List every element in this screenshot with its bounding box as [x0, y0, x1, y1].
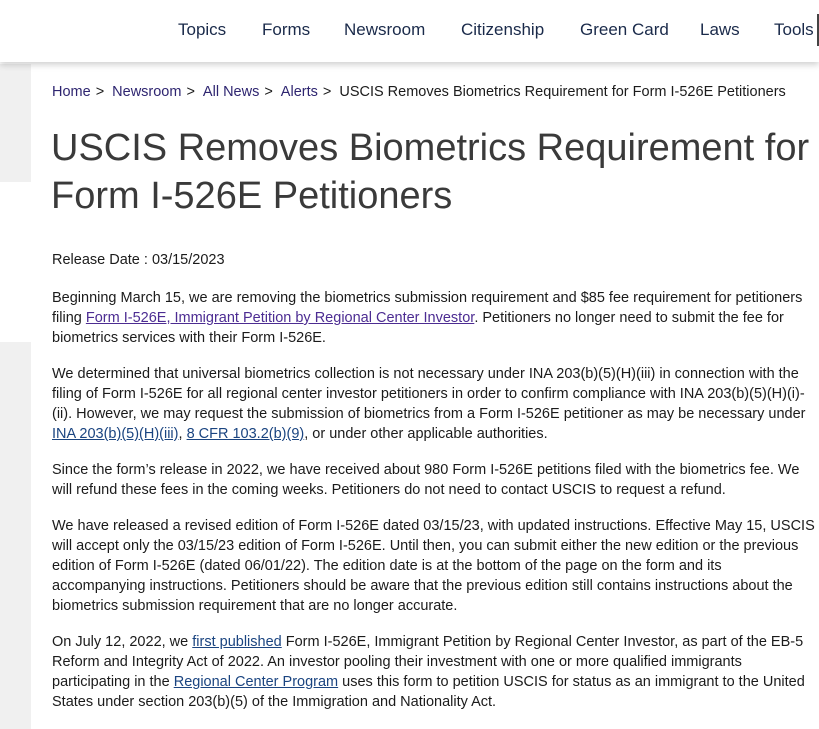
- regional-center-program-link[interactable]: Regional Center Program: [173, 674, 339, 690]
- breadcrumb-separator: >: [186, 84, 195, 100]
- article-paragraph-3: Since the form’s release in 2022, we have received about 980 Form I-526E petitions filed with the biometrics fee. We will refund these fees in the coming weeks. Petitioners do not need to contact USCIS to request a refund.: [52, 462, 800, 498]
- article-paragraph-1: [52, 288, 818, 348]
- paragraph-text: We determined that universal biometrics collection is not necessary under INA 203(b)(5)(H)(iii) in connection with the filing of Form I-526E for all regional center investor petitioners in order to confirm compliance with INA 203(b)(5)(H)(i)-(ii). However, we may request the submission of biometrics from a Form I-526E petitioner as may be necessary under: [52, 366, 806, 422]
- article-paragraph-4: We have released a revised edition of Form I-526E dated 03/15/23, with updated instructions. Effective May 15, USCIS will accept only the 03/15/23 edition of Form I-526E. Until then, you can submit either the new edition or the previous edition of Form I-526E (dated 06/01/22). The edition date is at the bottom of the page on the form and its accompanying instructions. Petitioners should be aware that the previous edition still contains instructions about the biometrics submission requirement that are no longer accurate.: [52, 518, 815, 614]
- breadcrumb-separator: >: [95, 84, 105, 100]
- nav-citizenship[interactable]: Citizenship: [461, 20, 545, 39]
- breadcrumb-all-news[interactable]: All News: [202, 84, 260, 100]
- nav-forms[interactable]: Forms: [262, 20, 311, 39]
- paragraph-text: ,: [178, 426, 187, 442]
- left-gutter-bottom: [0, 342, 31, 729]
- nav-topics[interactable]: Topics: [178, 20, 227, 39]
- top-navigation: [0, 0, 819, 62]
- breadcrumb-current: USCIS Removes Biometrics Requirement for Form I-526E Petitioners: [339, 84, 786, 100]
- breadcrumb-separator: >: [264, 84, 273, 100]
- breadcrumb: [52, 84, 786, 100]
- paragraph-text: . Petitioners no longer need to submit the fee for biometrics services with their Form I-526E.: [52, 310, 784, 346]
- paragraph-text: On July 12, 2022, we: [52, 634, 193, 650]
- nav-laws[interactable]: Laws: [700, 20, 740, 39]
- nav-green-card[interactable]: Green Card: [580, 20, 669, 39]
- paragraph-text: Form I-526E, Immigrant Petition by Regional Center Investor, as part of the EB-5 Reform and Integrity Act of 2022. An investor pooling their investment with one or more qualified immigrants participating in the: [52, 634, 804, 690]
- paragraph-text: uses this form to petition USCIS for status as an immigrant to the United States under section 203(b)(5) of the Immigration and Nationality Act.: [52, 674, 805, 710]
- paragraph-text: , or under other applicable authorities.: [304, 426, 548, 442]
- breadcrumb-alerts[interactable]: Alerts: [280, 84, 318, 100]
- breadcrumb-newsroom[interactable]: Newsroom: [112, 84, 182, 100]
- paragraph-text: Beginning March 15, we are removing the biometrics submission requirement and $85 fee requirement for petitioners filing: [52, 290, 803, 326]
- article-paragraph-2: [52, 364, 818, 444]
- cfr-link[interactable]: 8 CFR 103.2(b)(9): [186, 426, 305, 442]
- release-date: Release Date : 03/15/2023: [52, 252, 225, 268]
- article-paragraph-5: [52, 632, 818, 712]
- nav-tools[interactable]: Tools: [774, 20, 814, 39]
- breadcrumb-separator: >: [322, 84, 332, 100]
- first-published-link[interactable]: first published: [192, 634, 282, 650]
- page-title: USCIS Removes Biometrics Requirement for Form I-526E Petitioners: [51, 127, 810, 217]
- ina-link[interactable]: INA 203(b)(5)(H)(iii): [52, 426, 179, 442]
- form-i526e-link[interactable]: Form I-526E, Immigrant Petition by Regional Center Investor: [85, 310, 475, 326]
- nav-newsroom[interactable]: Newsroom: [344, 20, 426, 39]
- left-gutter-top: [0, 64, 31, 182]
- breadcrumb-home[interactable]: Home: [52, 84, 91, 100]
